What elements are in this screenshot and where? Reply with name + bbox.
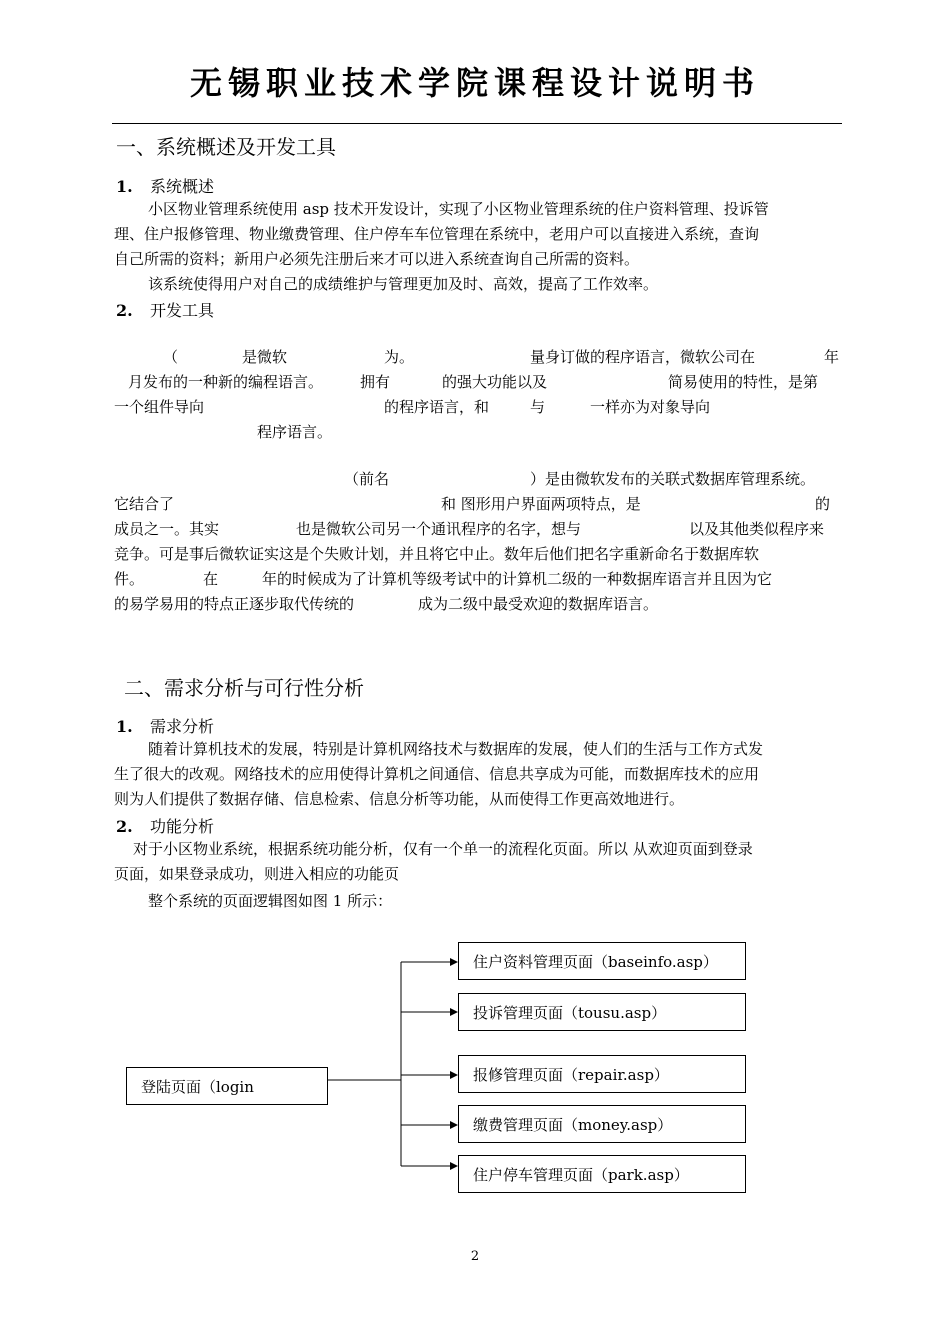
paragraph-line: 随着计算机技术的发展，特别是计算机网络技术与数据库的发展，使人们的生活与工作方式发: [148, 740, 764, 758]
text-fragment: 拥有: [360, 373, 391, 391]
text-fragment: 的程序语言，和: [384, 398, 490, 416]
section1-sub1-number: 1.: [116, 177, 133, 196]
document-title: 无锡职业技术学院课程设计说明书: [189, 64, 760, 102]
section2-sub2-number: 2.: [116, 817, 133, 836]
login-page-label: 登陆页面（login: [141, 1077, 254, 1096]
text-fragment: 的易学易用的特点正逐步取代传统的: [114, 595, 355, 613]
text-fragment: （: [163, 348, 179, 366]
text-fragment: 的: [815, 495, 831, 513]
paragraph-line: 则为人们提供了数据存储、信息检索、信息分析等功能，从而使得工作更高效地进行。: [114, 790, 685, 808]
text-fragment: 件。: [114, 570, 145, 588]
arrowhead: [450, 1162, 458, 1170]
text-fragment: 竞争。可是事后微软证实这是个失败计划，并且将它中止。数年后他们把名字重新命名于数据库软: [114, 545, 760, 563]
text-fragment: 和 图形用户界面两项特点，是: [441, 495, 641, 513]
section2-sub1-title: 需求分析: [150, 717, 215, 736]
arrowhead: [450, 958, 458, 966]
text-fragment: 也是微软公司另一个通讯程序的名字，想与: [296, 520, 582, 538]
text-fragment: 以及其他类似程序来: [689, 520, 825, 538]
text-fragment: 年的时候成为了计算机等级考试中的计算机二级的一种数据库语言并且因为它: [262, 570, 773, 588]
section1-sub2-title: 开发工具: [150, 301, 215, 320]
paragraph-line: 生了很大的改观。网络技术的应用使得计算机之间通信、信息共享成为可能，而数据库技术的应用: [114, 765, 760, 783]
text-fragment: 在: [203, 570, 219, 588]
page-box-label: 住户停车管理页面（park.asp）: [473, 1165, 689, 1184]
text-fragment: 与: [530, 398, 546, 416]
section2-sub2-title: 功能分析: [150, 817, 215, 836]
text-fragment: 程序语言。: [257, 423, 333, 441]
arrowhead: [450, 1008, 458, 1016]
login-page-box: [126, 1067, 328, 1105]
text-fragment: 简易使用的特性，是第: [668, 373, 819, 391]
text-fragment: 一个组件导向: [114, 398, 205, 416]
text-fragment: 成员之一。其实: [114, 520, 220, 538]
text-fragment: 年: [824, 348, 840, 366]
text-fragment: ）是由微软发布的关联式数据库管理系统。: [530, 470, 816, 488]
text-fragment: 它结合了: [114, 495, 175, 513]
park-page-box: [458, 1155, 746, 1193]
section2-heading: 二、需求分析与可行性分析: [124, 676, 364, 700]
page-box-label: 缴费管理页面（money.asp）: [473, 1115, 673, 1134]
text-fragment: 一样亦为对象导向: [590, 398, 711, 416]
section1-sub2-number: 2.: [116, 301, 133, 320]
text-fragment: 的强大功能以及: [442, 373, 548, 391]
paragraph-line: 对于小区物业系统，根据系统功能分析，仅有一个单一的流程化页面。所以 从欢迎页面到登录: [133, 840, 753, 858]
section2-sub1-number: 1.: [116, 717, 133, 736]
text-fragment: 是微软: [242, 348, 288, 366]
text-fragment: 成为二级中最受欢迎的数据库语言。: [418, 595, 659, 613]
tousu-page-box: [458, 993, 746, 1031]
page-box-label: 住户资料管理页面（baseinfo.asp）: [473, 952, 718, 971]
page-box-label: 报修管理页面（repair.asp）: [473, 1065, 669, 1084]
paragraph-line: 整个系统的页面逻辑图如图 1 所示：: [148, 892, 393, 910]
arrowhead: [450, 1121, 458, 1129]
page-box-label: 投诉管理页面（tousu.asp）: [473, 1003, 667, 1022]
paragraph-line: 自己所需的资料；新用户必须先注册后来才可以进入系统查询自己所需的资料。: [114, 250, 640, 268]
section1-sub1-title: 系统概述: [150, 177, 215, 196]
section1-heading: 一、系统概述及开发工具: [116, 135, 336, 159]
arrowhead: [450, 1071, 458, 1079]
paragraph-line: 小区物业管理系统使用 asp 技术开发设计，实现了小区物业管理系统的住户资料管理、投诉管: [148, 200, 769, 218]
page-number: 2: [470, 1249, 480, 1264]
text-fragment: 量身订做的程序语言，微软公司在: [530, 348, 756, 366]
paragraph-line: 理、住户报修管理、物业缴费管理、住户停车车位管理在系统中，老用户可以直接进入系统，查询: [114, 225, 760, 243]
paragraph-line: 该系统使得用户对自己的成绩维护与管理更加及时、高效，提高了工作效率。: [148, 275, 659, 293]
text-fragment: （前名: [344, 470, 390, 488]
text-fragment: 为。: [384, 348, 415, 366]
text-fragment: 月发布的一种新的编程语言。: [128, 373, 324, 391]
paragraph-line: 页面，如果登录成功，则进入相应的功能页: [114, 865, 400, 883]
baseinfo-page-box: [458, 942, 746, 980]
money-page-box: [458, 1105, 746, 1143]
repair-page-box: [458, 1055, 746, 1093]
